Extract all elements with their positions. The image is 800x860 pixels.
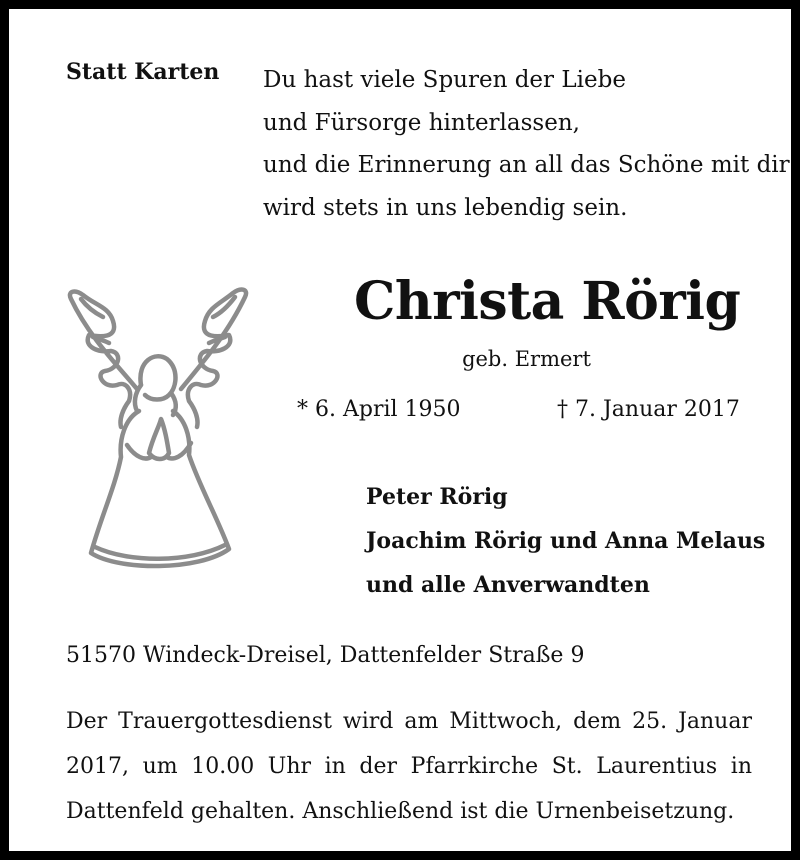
birth-date: * 6. April 1950 <box>297 397 461 422</box>
deceased-name: Christa Rörig <box>354 271 741 332</box>
mourner: Joachim Rörig und Anna Melaus <box>366 528 766 554</box>
poem-line: Du hast viele Spuren der Liebe <box>263 67 626 93</box>
poem-line: und Fürsorge hinterlassen, <box>263 109 580 136</box>
right-wing-outline <box>181 290 246 427</box>
death-date: † 7. Januar 2017 <box>557 397 740 422</box>
birth-name: geb. Ermert <box>462 347 591 371</box>
praying-hands <box>149 419 169 459</box>
poem-line: wird stets in uns lebendig sein. <box>263 194 628 221</box>
address: 51570 Windeck-Dreisel, Dattenfelder Straße 9 <box>66 643 585 668</box>
memorial-poem <box>263 59 790 229</box>
mourners-list <box>366 475 765 607</box>
mourner: und alle Anverwandten <box>366 572 650 598</box>
mourner: Peter Rörig <box>366 484 508 510</box>
poem-line: und die Erinnerung an all das Schöne mit dir <box>263 152 790 178</box>
statt-karten-label: Statt Karten <box>66 59 220 85</box>
service-announcement: Der Trauergottesdienst wird am Mittwoch, dem 25. Januar 2017, um 10.00 Uhr in der Pfarrkirche St. Laurentius in Dattenfeld gehalten. Anschließend ist die Urnenbeisetzung. <box>66 709 752 824</box>
robe-hem <box>95 545 225 559</box>
praying-angel-icon <box>59 277 259 587</box>
angel-robe <box>91 411 229 566</box>
left-wing-outline <box>70 292 137 427</box>
